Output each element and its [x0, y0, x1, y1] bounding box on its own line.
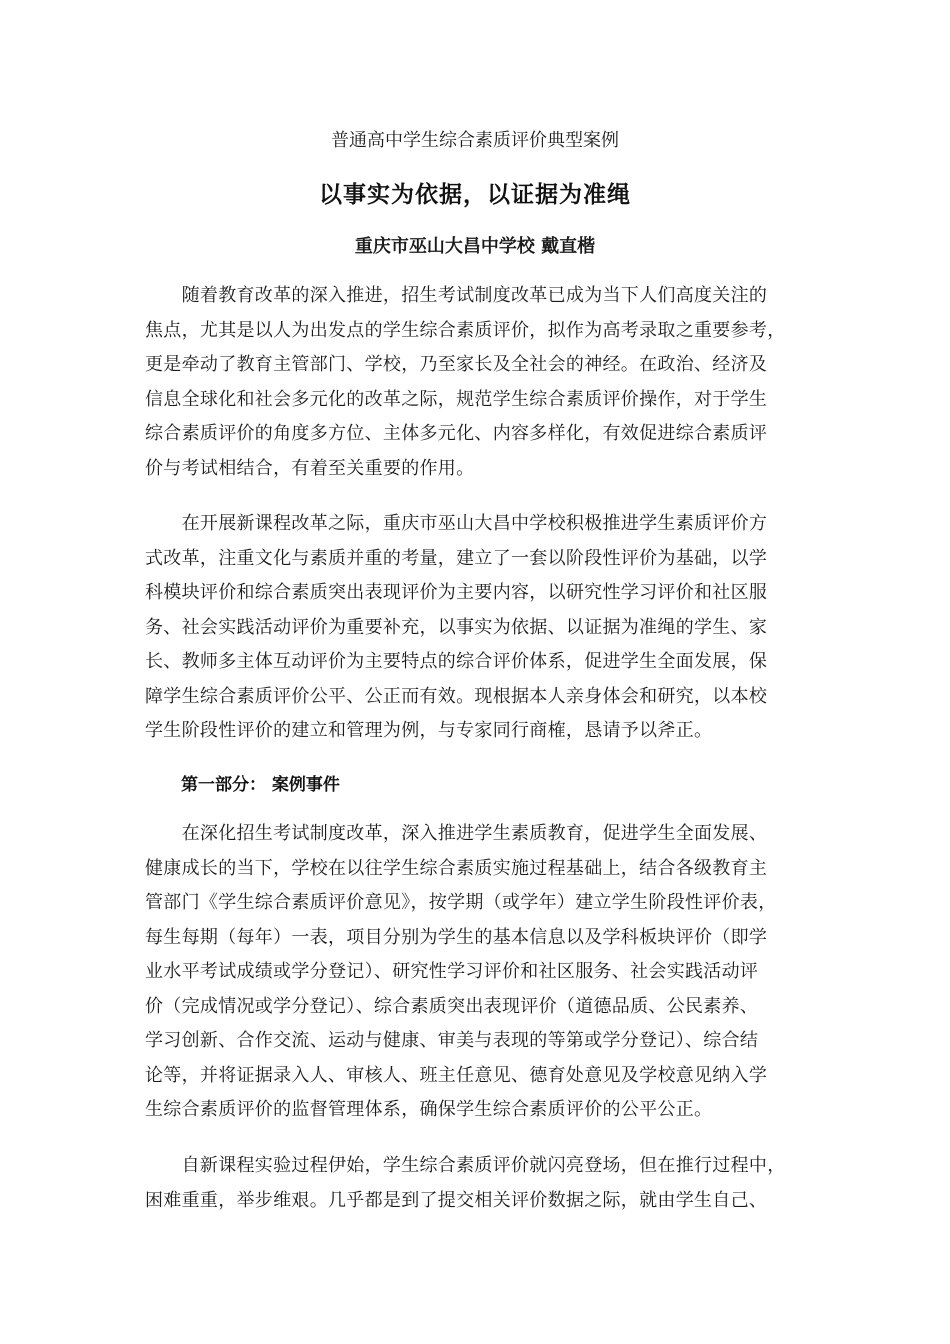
paragraph-line: 长、教师多主体互动评价为主要特点的综合评价体系，促进学生全面发展，保 — [145, 651, 768, 672]
paragraph-line: 价（完成情况或学分登记）、综合素质突出表现评价（道德品质、公民素养、 — [145, 995, 759, 1017]
paragraph-line: 焦点，尤其是以人为出发点的学生综合素质评价，拟作为高考录取之重要参考， — [145, 319, 786, 341]
series-title: 普通高中学生综合素质评价典型案例 — [331, 130, 619, 151]
paragraph-line: 在深化招生考试制度改革，深入推进学生素质教育，促进学生全面发展、 — [145, 823, 768, 844]
paragraph-line: 随着教育改革的深入推进，招生考试制度改革已成为当下人们高度关注的 — [145, 285, 768, 306]
paragraph-line: 论等，并将证据录入人、审核人、班主任意见、德育处意见及学校意见纳入学 — [145, 1064, 768, 1086]
paragraph-line: 在开展新课程改革之际，重庆市巫山大昌中学校积极推进学生素质评价方 — [145, 513, 768, 534]
paragraph-line: 管部门《学生综合素质评价意见》，按学期（或学年）建立学生阶段性评价表， — [145, 892, 777, 913]
paragraph-line: 学生阶段性评价的建立和管理为例，与专家同行商榷，恳请予以斧正。 — [145, 720, 713, 741]
paragraph-line: 学习创新、合作交流、运动与健康、审美与表现的等第或学分登记）、综合结 — [145, 1030, 759, 1051]
paragraph-line: 综合素质评价的角度多方位、主体多元化、内容多样化，有效促进综合素质评 — [145, 423, 768, 444]
paragraph-intro — [145, 279, 805, 486]
paragraph-line: 健康成长的当下，学校在以往学生综合素质实施过程基础上，结合各级教育主 — [145, 857, 768, 879]
paragraph-line: 更是牵动了教育主管部门、学校，乃至家长及全社会的神经。在政治、经济及 — [145, 354, 768, 375]
paragraph-line: 式改革，注重文化与素质并重的考量，建立了一套以阶段性评价为基础，以学 — [145, 547, 768, 569]
paragraph-difficulties — [145, 1149, 805, 1218]
author-line: 重庆市巫山大昌中学校 戴直楷 — [354, 236, 596, 257]
paragraph-line: 价与考试相结合，有着至关重要的作用。 — [145, 457, 475, 479]
paragraph-line: 信息全球化和社会多元化的改革之际，规范学生综合素质评价操作，对于学生 — [145, 388, 768, 410]
main-title: 以事实为依据，以证据为准绳 — [319, 181, 631, 208]
paragraph-line: 务、社会实践活动评价为重要补充，以事实为依据、以证据为准绳的学生、家 — [145, 616, 768, 638]
paragraph-curriculum-reform — [145, 507, 805, 749]
paragraph-line: 自新课程实验过程伊始，学生综合素质评价就闪亮登场，但在推行过程中， — [145, 1155, 786, 1176]
paragraph-line: 障学生综合素质评价公平、公正而有效。现根据本人亲身体会和研究，以本校 — [145, 685, 768, 707]
paragraph-line: 科模块评价和综合素质突出表现评价为主要内容，以研究性学习评价和社区服 — [145, 582, 768, 603]
paragraph-line: 生综合素质评价的监督管理体系，确保学生综合素质评价的公平公正。 — [145, 1099, 713, 1120]
paragraph-case-event — [145, 817, 805, 1128]
paragraph-line: 困难重重，举步维艰。几乎都是到了提交相关评价数据之际，就由学生自己、 — [145, 1189, 768, 1211]
paragraph-line: 每生每期（每年）一表，项目分别为学生的基本信息以及学科板块评价（即学 — [145, 926, 768, 948]
paragraph-line: 业水平考试成绩或学分登记）、研究性学习评价和社区服务、社会实践活动评 — [145, 961, 759, 982]
section-heading: 第一部分： 案例事件 — [181, 775, 340, 795]
